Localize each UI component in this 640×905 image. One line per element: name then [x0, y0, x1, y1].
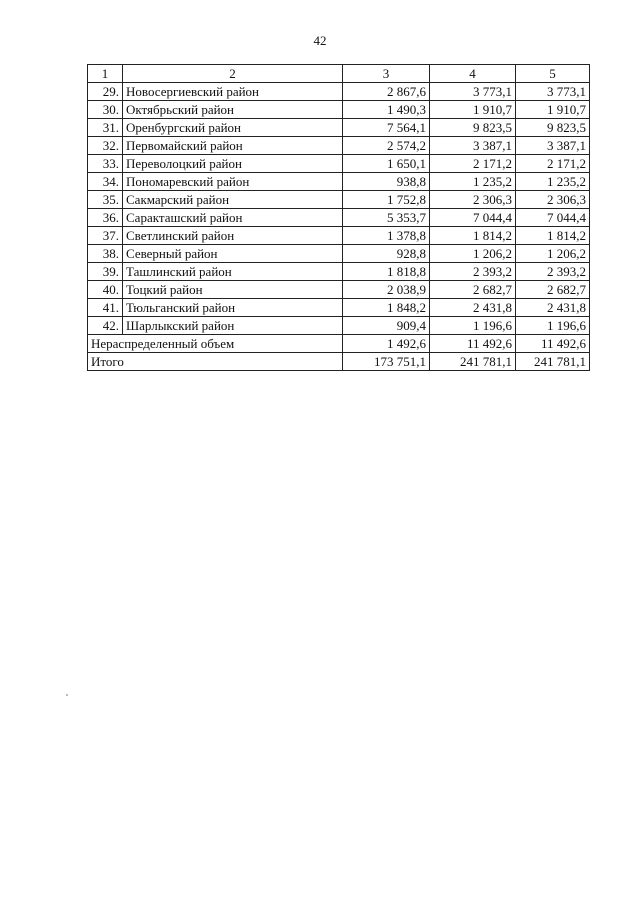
table-row: [88, 317, 590, 335]
district-name: Ташлинский район: [123, 263, 343, 281]
value-col4: 9 823,5: [430, 119, 516, 137]
unallocated-row: [88, 335, 590, 353]
value-col5: 1 235,2: [516, 173, 590, 191]
district-name: Саракташский район: [123, 209, 343, 227]
table-row: [88, 137, 590, 155]
value-col3: 928,8: [343, 245, 430, 263]
value-col3: 1 378,8: [343, 227, 430, 245]
value-col4: 1 814,2: [430, 227, 516, 245]
page-number: 42: [313, 33, 327, 48]
total-col4: 241 781,1: [430, 353, 516, 371]
header-cell: 3: [343, 65, 430, 83]
district-name: Переволоцкий район: [123, 155, 343, 173]
header-cell: 5: [516, 65, 590, 83]
district-name: Северный район: [123, 245, 343, 263]
value-col5: 1 196,6: [516, 317, 590, 335]
value-col3: 938,8: [343, 173, 430, 191]
value-col5: 2 171,2: [516, 155, 590, 173]
value-col3: 909,4: [343, 317, 430, 335]
district-name: Сакмарский район: [123, 191, 343, 209]
value-col3: 1 650,1: [343, 155, 430, 173]
district-name: Тюльганский район: [123, 299, 343, 317]
value-col5: 2 682,7: [516, 281, 590, 299]
value-col3: 2 574,2: [343, 137, 430, 155]
table-row: [88, 227, 590, 245]
row-number: 33.: [88, 155, 123, 173]
row-number: 29.: [88, 83, 123, 101]
row-number: 32.: [88, 137, 123, 155]
row-number: 37.: [88, 227, 123, 245]
value-col4: 1 235,2: [430, 173, 516, 191]
scan-artifact: [66, 694, 68, 696]
header-cell: 2: [123, 65, 343, 83]
district-name: Новосергиевский район: [123, 83, 343, 101]
row-number: 42.: [88, 317, 123, 335]
value-col5: 1 814,2: [516, 227, 590, 245]
district-name: Октябрьский район: [123, 101, 343, 119]
value-col4: 1 196,6: [430, 317, 516, 335]
value-col3: 2 038,9: [343, 281, 430, 299]
value-col4: 2 171,2: [430, 155, 516, 173]
table-row: [88, 209, 590, 227]
value-col5: 9 823,5: [516, 119, 590, 137]
row-number: 30.: [88, 101, 123, 119]
unallocated-col4: 11 492,6: [430, 335, 516, 353]
table-row: [88, 299, 590, 317]
value-col5: 3 773,1: [516, 83, 590, 101]
district-name: Тоцкий район: [123, 281, 343, 299]
table-row: [88, 281, 590, 299]
value-col3: 1 490,3: [343, 101, 430, 119]
value-col5: 2 306,3: [516, 191, 590, 209]
budget-table: [87, 64, 590, 371]
value-col4: 2 393,2: [430, 263, 516, 281]
row-number: 38.: [88, 245, 123, 263]
value-col4: 7 044,4: [430, 209, 516, 227]
district-name: Шарлыкский район: [123, 317, 343, 335]
value-col5: 2 393,2: [516, 263, 590, 281]
value-col3: 5 353,7: [343, 209, 430, 227]
value-col4: 3 387,1: [430, 137, 516, 155]
row-number: 39.: [88, 263, 123, 281]
row-number: 34.: [88, 173, 123, 191]
table-row: [88, 173, 590, 191]
district-name: Пономаревский район: [123, 173, 343, 191]
unallocated-col3: 1 492,6: [343, 335, 430, 353]
value-col5: 7 044,4: [516, 209, 590, 227]
value-col3: 2 867,6: [343, 83, 430, 101]
value-col5: 1 910,7: [516, 101, 590, 119]
unallocated-col5: 11 492,6: [516, 335, 590, 353]
total-label: Итого: [88, 353, 343, 371]
table-row: [88, 83, 590, 101]
value-col3: 1 752,8: [343, 191, 430, 209]
value-col3: 1 848,2: [343, 299, 430, 317]
district-name: Светлинский район: [123, 227, 343, 245]
row-number: 40.: [88, 281, 123, 299]
value-col5: 1 206,2: [516, 245, 590, 263]
value-col5: 3 387,1: [516, 137, 590, 155]
table-body: [88, 65, 590, 371]
row-number: 36.: [88, 209, 123, 227]
header-row: [88, 65, 590, 83]
value-col4: 1 206,2: [430, 245, 516, 263]
value-col4: 2 306,3: [430, 191, 516, 209]
header-cell: 4: [430, 65, 516, 83]
row-number: 41.: [88, 299, 123, 317]
table-row: [88, 245, 590, 263]
district-name: Оренбургский район: [123, 119, 343, 137]
value-col4: 2 431,8: [430, 299, 516, 317]
header-cell: 1: [88, 65, 123, 83]
table-row: [88, 191, 590, 209]
value-col3: 7 564,1: [343, 119, 430, 137]
total-col3: 173 751,1: [343, 353, 430, 371]
table-row: [88, 155, 590, 173]
value-col3: 1 818,8: [343, 263, 430, 281]
value-col4: 2 682,7: [430, 281, 516, 299]
value-col4: 1 910,7: [430, 101, 516, 119]
total-col5: 241 781,1: [516, 353, 590, 371]
table-row: [88, 101, 590, 119]
table-row: [88, 119, 590, 137]
table-row: [88, 263, 590, 281]
row-number: 31.: [88, 119, 123, 137]
total-row: [88, 353, 590, 371]
district-name: Первомайский район: [123, 137, 343, 155]
row-number: 35.: [88, 191, 123, 209]
value-col4: 3 773,1: [430, 83, 516, 101]
unallocated-label: Нераспределенный объем: [88, 335, 343, 353]
value-col5: 2 431,8: [516, 299, 590, 317]
